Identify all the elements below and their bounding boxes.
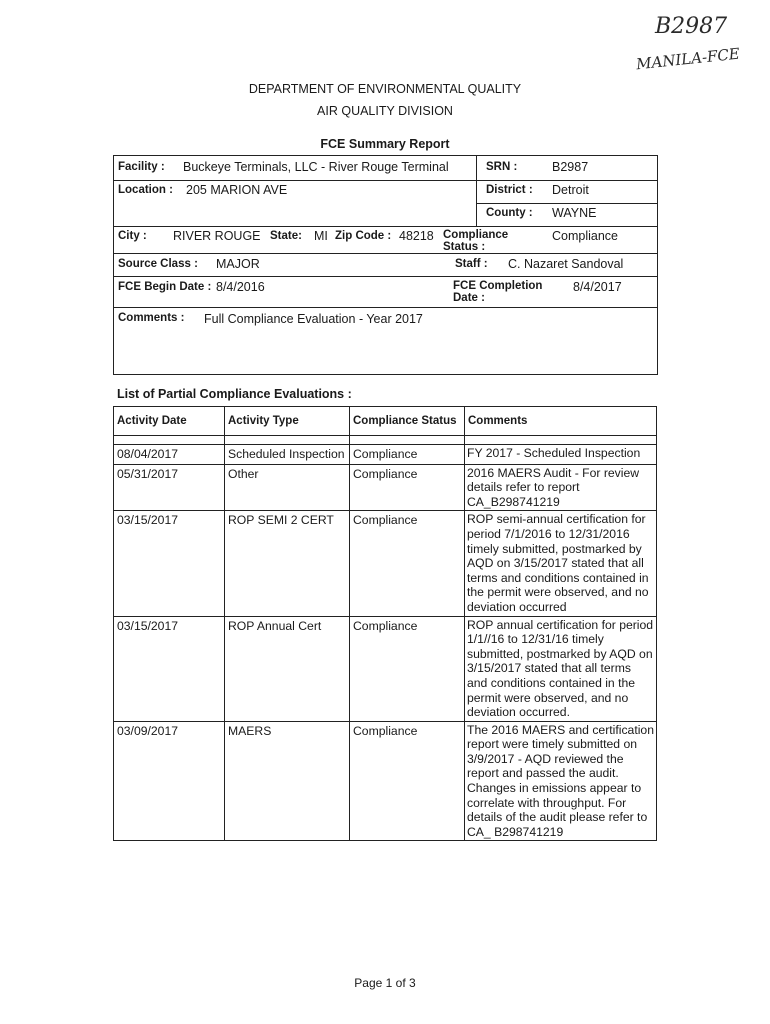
table-row: [114, 721, 657, 841]
cell-date: 03/15/2017: [114, 616, 225, 721]
cell-type: Other: [225, 464, 350, 511]
pce-header-row: [114, 407, 657, 436]
city-value: RIVER ROUGE: [173, 229, 261, 243]
division-heading: AIR QUALITY DIVISION: [317, 104, 453, 118]
row-divider: [113, 307, 657, 308]
district-label: District :: [486, 184, 533, 196]
table-row: [114, 511, 657, 616]
cell-comments: ROP annual certification for period 1/1//16 to 12/31/16 timely submitted, postmarked by AQD on 3/15/2017 stated that all terms and conditions contained in the permit were observed, and no deviation occurred.: [465, 616, 657, 721]
handwritten-note: MANILA-FCE: [635, 44, 741, 74]
cell-comments: ROP semi-annual certification for period 7/1/2016 to 12/31/2016 timely submitted, postmarked by AQD on 3/15/2017 stated that all terms and conditions contained in the permit were observed, and no deviation occurred: [465, 511, 657, 616]
cell-status: Compliance: [350, 616, 465, 721]
header-compliance-status: Compliance Status: [350, 407, 465, 436]
row-divider: [113, 226, 657, 227]
comments-value: Full Compliance Evaluation - Year 2017: [204, 312, 423, 326]
zip-value: 48218: [399, 229, 434, 243]
header-activity-date: Activity Date: [114, 407, 225, 436]
cell-type: ROP SEMI 2 CERT: [225, 511, 350, 616]
cell-date: 03/15/2017: [114, 511, 225, 616]
cell-date: 05/31/2017: [114, 464, 225, 511]
compliance-status-label: Compliance: [443, 229, 509, 241]
cell-date: 08/04/2017: [114, 445, 225, 465]
report-title: FCE Summary Report: [320, 137, 450, 151]
header-activity-type: Activity Type: [225, 407, 350, 436]
cell-date: 03/09/2017: [114, 721, 225, 841]
state-label: State:: [270, 230, 302, 242]
cell-type: Scheduled Inspection: [225, 445, 350, 465]
handwritten-srn: B2987: [655, 14, 728, 39]
source-class-value: MAJOR: [216, 257, 260, 271]
row-divider: [113, 276, 657, 277]
cell-status: Compliance: [350, 445, 465, 465]
city-label: City :: [118, 230, 147, 242]
srn-value: B2987: [552, 160, 589, 174]
table-row: [114, 616, 657, 721]
district-value: Detroit: [552, 183, 589, 197]
fce-completion-value: 8/4/2017: [573, 280, 622, 294]
row-divider: [476, 203, 657, 204]
fce-completion-label-2: Date :: [453, 292, 485, 304]
fce-completion-label: FCE Completion: [453, 280, 543, 292]
table-row: [114, 464, 657, 511]
header-comments: Comments: [465, 407, 657, 436]
cell-status: Compliance: [350, 464, 465, 511]
department-heading: DEPARTMENT OF ENVIRONMENTAL QUALITY: [248, 82, 522, 96]
facility-value: Buckeye Terminals, LLC - River Rouge Terminal: [183, 160, 449, 174]
cell-comments: FY 2017 - Scheduled Inspection: [465, 445, 657, 465]
table-row: [114, 445, 657, 465]
column-divider: [476, 155, 477, 226]
location-label: Location :: [118, 184, 173, 196]
fce-begin-label: FCE Begin Date :: [118, 281, 212, 293]
cell-status: Compliance: [350, 721, 465, 841]
pce-table: [113, 406, 657, 841]
row-divider: [113, 253, 657, 254]
cell-comments: 2016 MAERS Audit - For review details refer to report CA_B298741219: [465, 464, 657, 511]
source-class-label: Source Class :: [118, 258, 198, 270]
facility-label: Facility :: [118, 161, 165, 173]
compliance-status-label-2: Status :: [443, 241, 486, 253]
srn-label: SRN :: [486, 161, 518, 173]
comments-label: Comments :: [118, 312, 185, 324]
state-value: MI: [314, 229, 328, 243]
cell-type: ROP Annual Cert: [225, 616, 350, 721]
page-number: Page 1 of 3: [354, 976, 416, 990]
fce-begin-value: 8/4/2016: [216, 280, 265, 294]
location-value: 205 MARION AVE: [186, 183, 288, 197]
staff-label: Staff :: [455, 258, 488, 270]
pce-title: List of Partial Compliance Evaluations :: [117, 387, 352, 401]
cell-comments: The 2016 MAERS and certification report were timely submitted on 3/9/2017 - AQD reviewed the report and passed the audit. Changes in emissions appear to correlate with throughput. For details of the audit please refer to CA_ B298741219: [465, 721, 657, 841]
county-value: WAYNE: [552, 206, 597, 220]
row-divider: [113, 180, 657, 181]
compliance-status-value: Compliance: [552, 229, 619, 243]
county-label: County :: [486, 207, 533, 219]
cell-type: MAERS: [225, 721, 350, 841]
table-spacer: [114, 436, 657, 445]
staff-value: C. Nazaret Sandoval: [508, 257, 624, 271]
cell-status: Compliance: [350, 511, 465, 616]
zip-label: Zip Code :: [335, 230, 392, 242]
